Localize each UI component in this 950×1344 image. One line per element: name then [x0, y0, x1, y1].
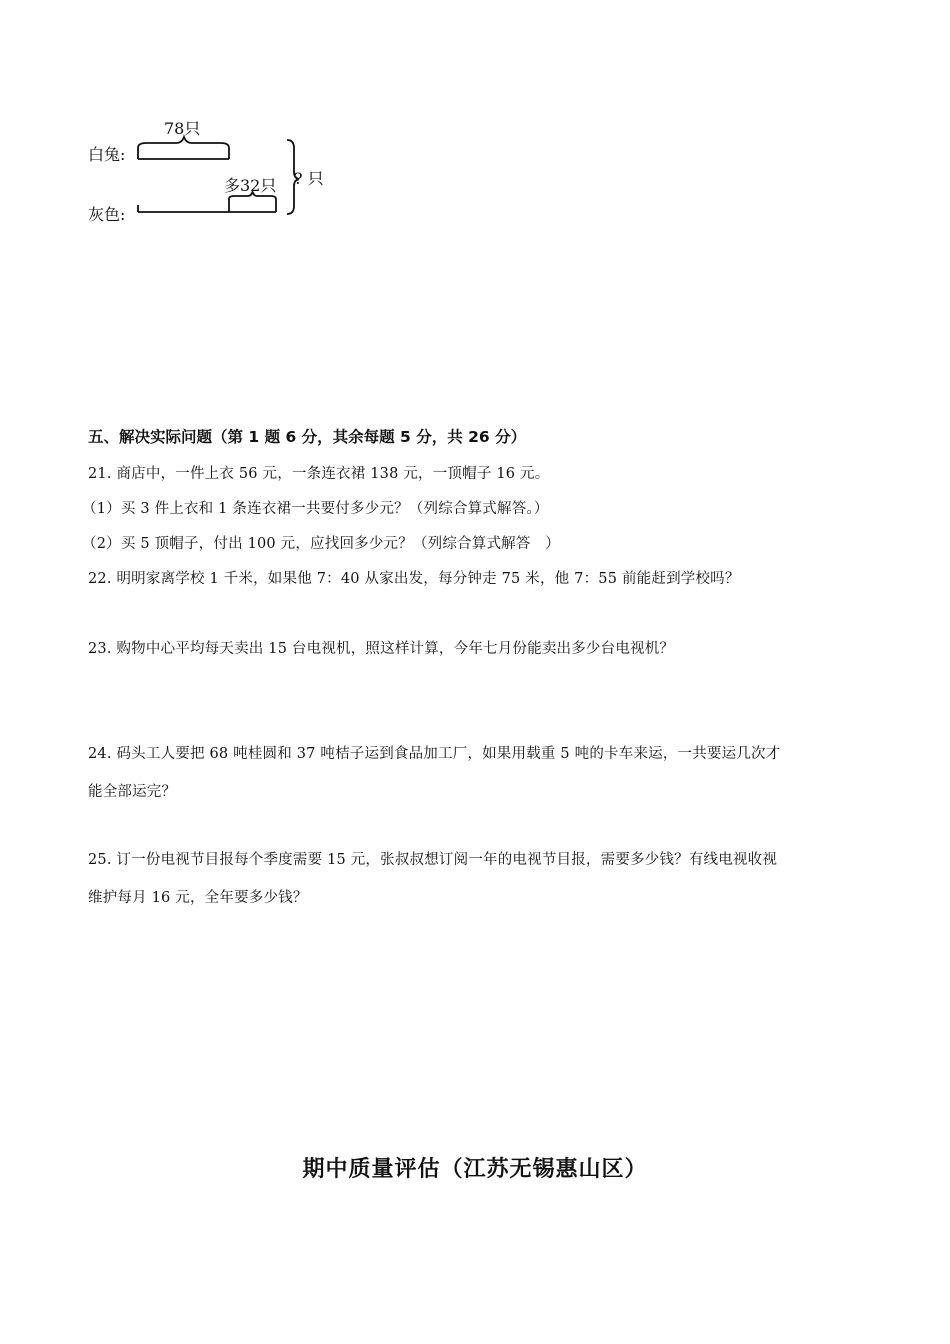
question-24-line-2: 能全部运完？	[88, 784, 177, 800]
question-21-part-1: （1）买 3 件上衣和 1 条连衣裙一共要付多少元？（列综合算式解答。）	[82, 501, 549, 517]
line-segment-diagram	[80, 110, 340, 230]
white-rabbit-label: 白兔:	[88, 145, 126, 164]
question-21-part-2: （2）买 5 顶帽子，付出 100 元，应找回多少元？（列综合算式解答 ）	[82, 536, 560, 552]
white-rabbit-brace	[138, 137, 229, 148]
white-rabbit-count: 78只	[164, 119, 201, 138]
question-23: 23. 购物中心平均每天卖出 15 台电视机，照这样计算，今年七月份能卖出多少台电视机？	[88, 641, 675, 657]
more-label: 多32只	[224, 176, 277, 195]
section-five-heading: 五、解决实际问题（第 1 题 6 分，其余每题 5 分，共 26 分）	[88, 428, 527, 446]
question-21-stem: 21. 商店中，一件上衣 56 元，一条连衣裙 138 元，一顶帽子 16 元。	[88, 466, 550, 482]
extra-part-brace	[229, 192, 276, 199]
gray-rabbit-label: 灰色:	[88, 205, 126, 224]
question-25-line-2: 维护每月 16 元，全年要多少钱？	[88, 890, 308, 906]
question-22: 22. 明明家离学校 1 千米，如果他 7：40 从家出发，每分钟走 75 米，他 7：55 前能赶到学校吗？	[88, 571, 740, 587]
question-25-line-1: 25. 订一份电视节目报每个季度需要 15 元，张叔叔想订阅一年的电视节目报，需要多少钱？有线电视收视	[88, 852, 778, 868]
question-24-line-1: 24. 码头工人要把 68 吨桂圆和 37 吨桔子运到食品加工厂，如果用载重 5 吨的卡车来运，一共要运几次才	[88, 746, 781, 762]
total-question-label: ? 只	[294, 169, 324, 188]
exam-title: 期中质量评估（江苏无锡惠山区）	[302, 1157, 648, 1182]
diagram-lines	[80, 110, 340, 230]
total-brace	[287, 140, 299, 214]
